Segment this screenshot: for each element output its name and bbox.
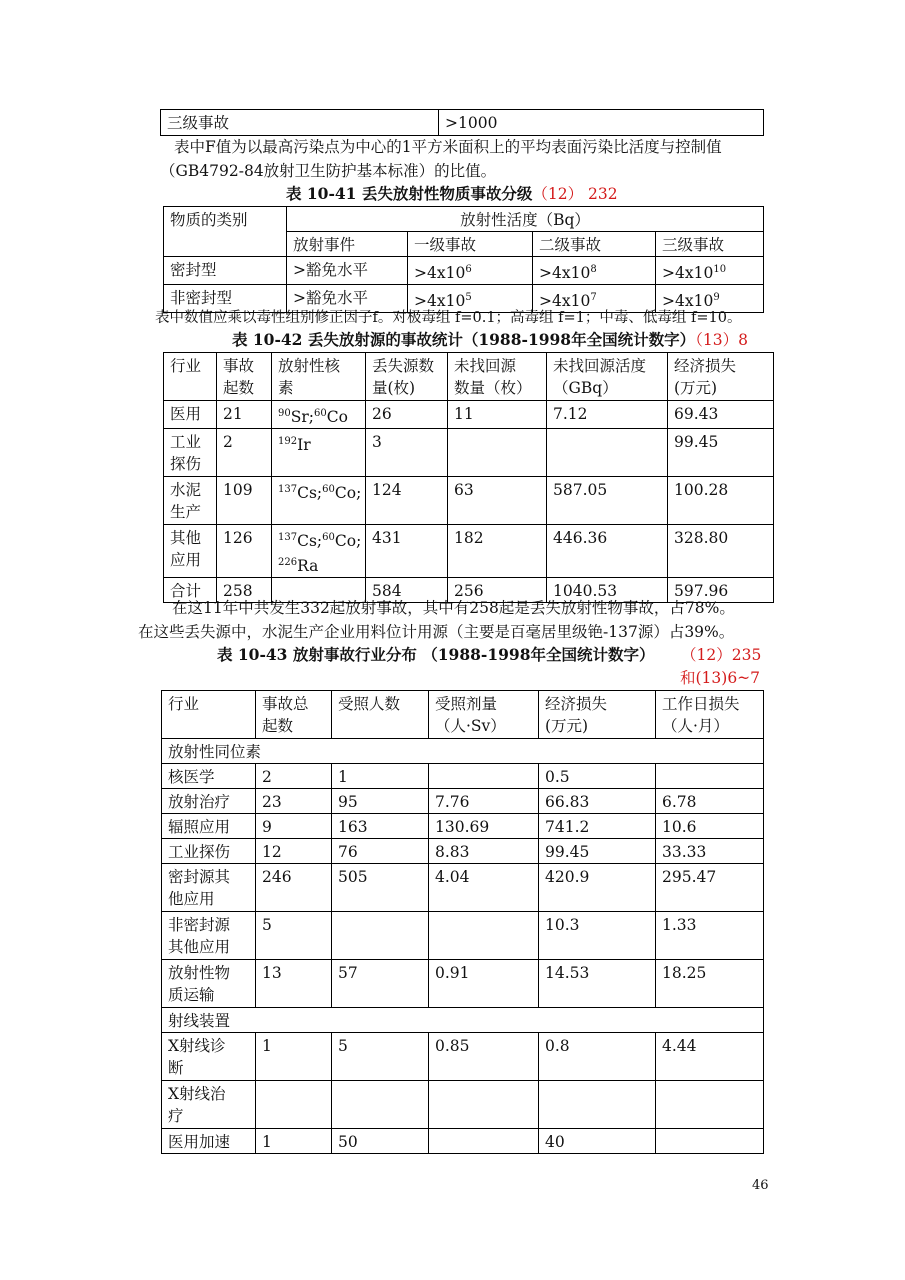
value: >4x10 <box>539 292 591 311</box>
table-cell <box>256 1081 332 1129</box>
table-row <box>161 110 764 136</box>
table-cell <box>656 257 764 285</box>
cell-line: 核医学 <box>168 768 215 786</box>
table-header-cell <box>668 353 774 401</box>
table-cell: >1000 <box>439 110 764 136</box>
isotope-symbol: Ra <box>297 557 319 576</box>
cell-line: 素 <box>278 379 294 397</box>
table-cell: 2 <box>256 764 332 789</box>
cell-line: 密封源其 <box>168 868 231 886</box>
table-row <box>162 839 764 864</box>
table-cell: 5 <box>332 1033 429 1081</box>
top-table <box>160 109 764 136</box>
table-row <box>162 960 764 1008</box>
table-cell: 295.47 <box>656 864 764 912</box>
cell-line: 起数 <box>262 717 294 735</box>
table-cell: 13 <box>256 960 332 1008</box>
table-cell <box>162 864 256 912</box>
table-cell: 126 <box>217 525 272 578</box>
table-header-cell <box>448 353 547 401</box>
table-cell: 0.8 <box>539 1033 656 1081</box>
table-cell: 1 <box>256 1033 332 1081</box>
cell-line: 受照剂量 <box>435 695 498 713</box>
isotope-symbol: Ir <box>297 436 311 455</box>
table-cell: 26 <box>366 401 448 429</box>
caption-text: 表 10-41 丢失放射性物质事故分级 <box>286 184 533 203</box>
table-header-cell <box>162 691 256 739</box>
cell-line: 应用 <box>170 551 202 570</box>
table-cell: 256 <box>448 578 547 603</box>
table-cell: 66.83 <box>539 789 656 814</box>
value: >4x10 <box>414 292 466 311</box>
isotope-symbol: Co; <box>334 532 362 551</box>
table-cell: 6.78 <box>656 789 764 814</box>
cell-line: 疗 <box>168 1107 184 1125</box>
table-cell: 10.3 <box>539 912 656 960</box>
table-cell: 非密封型 <box>164 285 287 313</box>
value: >4x10 <box>539 264 591 283</box>
value: >4x10 <box>662 292 714 311</box>
cell-line: 经济损失 <box>545 695 608 713</box>
table-header-cell <box>429 691 539 739</box>
table41-note: 表中数值应乘以毒性组别修正因子f。对极毒组 f=0.1；高毒组 f=1；中毒、低毒组 f=10。 <box>155 310 742 326</box>
table43-ref1: （12）235 <box>681 646 762 664</box>
cell-line: 探伤 <box>170 455 202 474</box>
table-cell: 130.69 <box>429 814 539 839</box>
table42-caption <box>232 329 748 351</box>
table-cell: 8.83 <box>429 839 539 864</box>
table-cell <box>162 960 256 1008</box>
table-cell: 7.76 <box>429 789 539 814</box>
table-cell: 1.33 <box>656 912 764 960</box>
cell-line: (万元) <box>674 379 718 397</box>
section-cell: 放射性同位素 <box>162 739 764 764</box>
cell-line: 质运输 <box>168 986 215 1004</box>
section-cell: 射线装置 <box>162 1008 764 1033</box>
cell-line: 医用加速 <box>168 1133 231 1151</box>
note-f-line2: （GB4792-84放射卫生防护基本标准）的比值。 <box>160 162 497 180</box>
cell-line: 他应用 <box>168 890 215 908</box>
table-row <box>162 1081 764 1129</box>
isotope-symbol: Cs; <box>297 532 323 551</box>
cell-line: （人·月） <box>662 717 729 735</box>
isotope-symbol: Sr; <box>290 408 314 427</box>
table-row <box>162 1033 764 1081</box>
table-cell <box>429 764 539 789</box>
table-cell <box>429 912 539 960</box>
table42 <box>163 352 774 603</box>
table-header-cell <box>217 353 272 401</box>
table-row <box>162 912 764 960</box>
cell-line: 生产 <box>170 503 202 522</box>
isotope-mass: 137 <box>278 532 298 544</box>
cell-line: （GBq） <box>553 379 618 397</box>
table-cell: 95 <box>332 789 429 814</box>
cell-line: 医用 <box>170 405 202 423</box>
cell-line: 未找回源 <box>454 357 517 375</box>
table-cell: 4.04 <box>429 864 539 912</box>
table-cell: 12 <box>256 839 332 864</box>
table-cell: 584 <box>366 578 448 603</box>
table-cell: 431 <box>366 525 448 578</box>
table-cell: 4.44 <box>656 1033 764 1081</box>
table-cell: 100.28 <box>668 477 774 525</box>
isotope-mass: 60 <box>313 408 327 419</box>
table-cell: 三级事故 <box>161 110 439 136</box>
table-row <box>162 764 764 789</box>
caption-ref: （12） 232 <box>532 185 618 203</box>
table-cell: 1040.53 <box>547 578 668 603</box>
table-cell <box>162 912 256 960</box>
table-cell: 99.45 <box>539 839 656 864</box>
section-row <box>162 1008 764 1033</box>
table-cell: 0.85 <box>429 1033 539 1081</box>
table-cell: 0.91 <box>429 960 539 1008</box>
cell-line: 受照人数 <box>338 695 401 713</box>
cell-line: 工作日损失 <box>662 695 740 713</box>
isotope-mass: 60 <box>322 532 335 544</box>
exponent: 5 <box>465 292 472 304</box>
table-cell <box>272 525 366 578</box>
table-cell: 5 <box>256 912 332 960</box>
para-line2: 在这些丢失源中，水泥生产企业用料位计用源（主要是百毫居里级铯-137源）占39%。 <box>138 623 735 641</box>
cell-line: 工业探伤 <box>168 843 231 861</box>
table-header-row <box>162 691 764 739</box>
table-cell: 50 <box>332 1129 429 1154</box>
table43 <box>161 690 764 1154</box>
table-row <box>162 789 764 814</box>
value: >4x10 <box>662 264 714 283</box>
cell-line: X射线治 <box>168 1085 226 1103</box>
table-cell: 1 <box>332 764 429 789</box>
table-row <box>164 429 774 477</box>
table-cell <box>162 764 256 789</box>
table-cell: >豁免水平 <box>287 285 408 313</box>
cell-line: 经济损失 <box>674 357 737 375</box>
isotope-mass: 90 <box>278 408 291 419</box>
note-f-line1: 表中F值为以最高污染点为中心的1平方米面积上的平均表面污染比活度与控制值 <box>174 138 722 156</box>
table-cell: 2 <box>217 429 272 477</box>
table-cell <box>539 1081 656 1129</box>
table-cell: 63 <box>448 477 547 525</box>
table-row <box>162 864 764 912</box>
table41-caption <box>286 183 618 205</box>
table-cell: 76 <box>332 839 429 864</box>
table-cell: 40 <box>539 1129 656 1154</box>
table-header-cell <box>272 353 366 401</box>
table-cell: 328.80 <box>668 525 774 578</box>
cell-line: 其他 <box>170 529 202 548</box>
table-cell: 7.12 <box>547 401 668 429</box>
table-cell <box>272 401 366 429</box>
table-header-cell: 放射事件 <box>287 232 408 257</box>
table-cell: 505 <box>332 864 429 912</box>
table-cell <box>656 764 764 789</box>
table-cell <box>162 789 256 814</box>
table43-ref2: 和(13)6~7 <box>680 669 761 687</box>
table-header-cell: 三级事故 <box>656 232 764 257</box>
caption-text: 表 10-43 放射事故行业分布 （1988-1998年全国统计数字） <box>217 645 655 664</box>
table-cell: 446.36 <box>547 525 668 578</box>
cell-line: 放射治疗 <box>168 793 231 811</box>
table-cell: 69.43 <box>668 401 774 429</box>
table-row <box>162 1129 764 1154</box>
table-header-cell <box>656 691 764 739</box>
table-cell: 14.53 <box>539 960 656 1008</box>
exponent: 9 <box>713 292 720 304</box>
cell-line: 放射性核 <box>278 357 341 375</box>
table-cell: 741.2 <box>539 814 656 839</box>
isotope-mass: 192 <box>278 436 298 448</box>
cell-line: 行业 <box>170 357 202 375</box>
table41 <box>163 206 764 313</box>
table-header-cell <box>256 691 332 739</box>
table-cell <box>164 429 217 477</box>
table-header-row <box>164 353 774 401</box>
isotope-symbol: Co; <box>334 484 362 503</box>
table-header-cell: 一级事故 <box>408 232 533 257</box>
table-cell: 11 <box>448 401 547 429</box>
table-header-cell: 二级事故 <box>533 232 656 257</box>
isotope-mass: 137 <box>278 484 298 496</box>
table-cell <box>162 1081 256 1129</box>
table-header-cell <box>366 353 448 401</box>
cell-line: 断 <box>168 1059 184 1077</box>
cell-line: 丢失源数 <box>372 357 435 375</box>
table-header-cell <box>332 691 429 739</box>
exponent: 6 <box>465 264 472 275</box>
table-row <box>164 477 774 525</box>
section-row <box>162 739 764 764</box>
table-cell: 9 <box>256 814 332 839</box>
table-cell: 33.33 <box>656 839 764 864</box>
table-cell <box>272 477 366 525</box>
table-cell: 1 <box>256 1129 332 1154</box>
table-cell: 597.96 <box>668 578 774 603</box>
table-cell: 10.6 <box>656 814 764 839</box>
table-cell <box>429 1129 539 1154</box>
table-cell: 420.9 <box>539 864 656 912</box>
table-cell <box>332 912 429 960</box>
cell-line: 量(枚) <box>372 379 416 397</box>
table-cell <box>547 429 668 477</box>
isotope-mass: 60 <box>322 484 335 496</box>
table-cell: 124 <box>366 477 448 525</box>
table-cell <box>164 477 217 525</box>
table-cell: 21 <box>217 401 272 429</box>
cell-line: 放射性物 <box>168 964 231 982</box>
cell-line: 其他应用 <box>168 938 231 956</box>
cell-line: 行业 <box>168 695 200 713</box>
table-cell: 246 <box>256 864 332 912</box>
cell-line: 合计 <box>170 582 202 601</box>
cell-line: 水泥 <box>170 481 202 500</box>
table-cell: 18.25 <box>656 960 764 1008</box>
table-row <box>164 525 774 578</box>
table-cell: 密封型 <box>164 257 287 285</box>
table-cell <box>164 525 217 578</box>
table-row <box>162 814 764 839</box>
table-header-cell <box>539 691 656 739</box>
table-cell <box>162 814 256 839</box>
exponent: 10 <box>713 264 727 275</box>
caption-ref: （13）8 <box>695 331 748 349</box>
table-header-cell: 放射性活度（Bq） <box>287 207 764 232</box>
caption-text: 表 10-42 丢失放射源的事故统计（1988-1998年全国统计数字） <box>232 330 696 349</box>
cell-line: (万元) <box>545 717 589 735</box>
table-cell: 3 <box>366 429 448 477</box>
table-cell <box>162 1033 256 1081</box>
exponent: 8 <box>590 264 597 275</box>
isotope-symbol: Cs; <box>297 484 323 503</box>
isotope-symbol: Co <box>326 408 348 427</box>
table-cell: 23 <box>256 789 332 814</box>
table-cell <box>272 429 366 477</box>
table-cell <box>332 1081 429 1129</box>
isotope-mass: 226 <box>278 557 298 569</box>
cell-line: X射线诊 <box>168 1037 226 1055</box>
table-row <box>164 401 774 429</box>
table-cell: >豁免水平 <box>287 257 408 285</box>
table-cell <box>408 257 533 285</box>
table-cell: 587.05 <box>547 477 668 525</box>
table-cell <box>656 1129 764 1154</box>
table-cell <box>656 1081 764 1129</box>
table43-caption <box>217 644 654 666</box>
cell-line: 工业 <box>170 433 202 452</box>
table-cell <box>429 1081 539 1129</box>
table-cell: 0.5 <box>539 764 656 789</box>
table-cell: 163 <box>332 814 429 839</box>
table-cell <box>164 401 217 429</box>
para-line1: 在这11年中共发生332起放射事故，其中有258起是丢失放射性物事故，占78%。 <box>172 599 735 617</box>
table-cell <box>162 1129 256 1154</box>
cell-line: 非密封源 <box>168 916 231 934</box>
table-cell: 258 <box>217 578 272 603</box>
page-number: 46 <box>752 1178 769 1193</box>
cell-line: 辐照应用 <box>168 818 231 836</box>
cell-line: 起数 <box>223 379 255 397</box>
table-header-cell <box>164 353 217 401</box>
cell-line: 未找回源活度 <box>553 357 647 375</box>
table-row <box>164 257 764 285</box>
table-header-cell <box>547 353 668 401</box>
table-cell: 57 <box>332 960 429 1008</box>
table-cell <box>448 429 547 477</box>
table-cell: 109 <box>217 477 272 525</box>
cell-line: 事故总 <box>262 695 309 713</box>
table-header-cell: 物质的类别 <box>164 207 287 257</box>
cell-line: 数量（枚） <box>454 379 532 397</box>
table-cell: 182 <box>448 525 547 578</box>
table-cell <box>533 257 656 285</box>
table-cell <box>162 839 256 864</box>
table-cell: 99.45 <box>668 429 774 477</box>
cell-line: （人·Sv） <box>435 717 506 735</box>
exponent: 7 <box>590 292 597 304</box>
table-header-row <box>164 207 764 232</box>
value: >4x10 <box>414 264 466 283</box>
cell-line: 事故 <box>223 357 255 375</box>
